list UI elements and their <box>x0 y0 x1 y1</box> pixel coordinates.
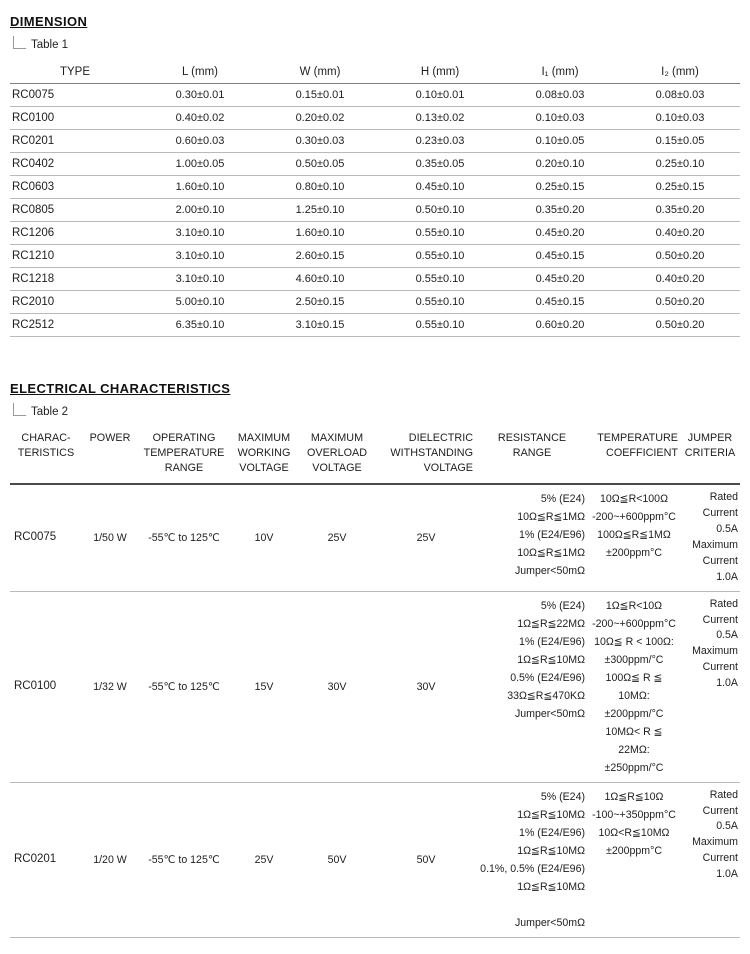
text-line: Rated Current <box>702 597 738 626</box>
text-line: 5% (E24) <box>540 790 585 803</box>
text-line: 10MΩ< R ≦ 22MΩ: <box>605 725 663 756</box>
dimension-column-header: I₁ (mm) <box>500 60 620 84</box>
dimension-table-row <box>10 314 740 337</box>
lead2-cell: 0.50±0.20 <box>620 245 740 268</box>
width-cell: 0.50±0.05 <box>260 153 380 176</box>
type-cell: RC0201 <box>10 130 140 153</box>
jumper-criteria-cell <box>680 484 740 591</box>
text-line <box>478 896 585 914</box>
lead2-cell: 0.25±0.10 <box>620 153 740 176</box>
height-cell: 0.13±0.02 <box>380 107 500 130</box>
type-cell: RC0075 <box>10 84 140 107</box>
jumper-criteria-cell <box>680 591 740 782</box>
length-cell: 3.10±0.10 <box>140 222 260 245</box>
type-cell: RC1218 <box>10 268 140 291</box>
text-line: RANGE <box>164 462 204 475</box>
dimension-table-row <box>10 130 740 153</box>
type-cell: RC0603 <box>10 176 140 199</box>
type-cell: RC2010 <box>10 291 140 314</box>
text-line: VOLTAGE <box>423 462 473 475</box>
height-cell: 0.10±0.01 <box>380 84 500 107</box>
height-cell: 0.45±0.10 <box>380 176 500 199</box>
dimension-table <box>10 60 740 337</box>
table2-corner-line <box>13 403 26 416</box>
width-cell: 0.15±0.01 <box>260 84 380 107</box>
text-line: Jumper<50mΩ <box>514 916 585 929</box>
text-line: ±200ppm/°C <box>604 707 664 720</box>
electrical-table-head <box>10 427 740 484</box>
height-cell: 0.55±0.10 <box>380 245 500 268</box>
electrical-column-header <box>82 427 138 484</box>
dimension-table-row <box>10 107 740 130</box>
dielectric-withstanding-voltage-cell: 30V <box>376 591 476 782</box>
electrical-table-row <box>10 782 740 937</box>
text-line: ±200ppm°C <box>606 844 662 857</box>
dimension-table-row <box>10 153 740 176</box>
electrical-table-header-row <box>10 427 740 484</box>
lead1-cell: 0.20±0.10 <box>500 153 620 176</box>
text-line: 10Ω≦R<100Ω <box>599 493 668 506</box>
lead1-cell: 0.08±0.03 <box>500 84 620 107</box>
text-line: VOLTAGE <box>239 462 289 475</box>
text-line: 1% (E24/E96) <box>519 529 585 542</box>
dimension-column-header: I₂ (mm) <box>620 60 740 84</box>
width-cell: 1.25±0.10 <box>260 199 380 222</box>
text-line: 1% (E24/E96) <box>519 635 585 648</box>
width-cell: 0.30±0.03 <box>260 130 380 153</box>
width-cell: 0.80±0.10 <box>260 176 380 199</box>
text-line: CRITERIA <box>684 447 736 460</box>
text-line: -100~+350ppm°C <box>592 808 676 821</box>
text-line: 0.5A <box>716 523 738 536</box>
lead1-cell: 0.10±0.03 <box>500 107 620 130</box>
electrical-column-header <box>138 427 230 484</box>
height-cell: 0.23±0.03 <box>380 130 500 153</box>
length-cell: 3.10±0.10 <box>140 268 260 291</box>
length-cell: 0.40±0.02 <box>140 107 260 130</box>
dimension-table-row <box>10 84 740 107</box>
type-cell: RC1210 <box>10 245 140 268</box>
jumper-criteria-cell <box>680 782 740 937</box>
text-line: -200~+600ppm°C <box>592 511 676 524</box>
length-cell: 0.60±0.03 <box>140 130 260 153</box>
dimension-table-head <box>10 60 740 84</box>
width-cell: 2.60±0.15 <box>260 245 380 268</box>
text-line: 10Ω≦R≦1MΩ <box>517 547 585 560</box>
lead2-cell: 0.15±0.05 <box>620 130 740 153</box>
text-line: RESISTANCE <box>497 432 567 444</box>
text-line: ±250ppm/°C <box>604 761 664 774</box>
electrical-column-header <box>588 427 680 484</box>
lead1-cell: 0.25±0.15 <box>500 176 620 199</box>
dimension-table-header-row <box>10 60 740 84</box>
resistance-range-cell <box>476 782 588 937</box>
lead1-cell: 0.35±0.20 <box>500 199 620 222</box>
text-line: 100Ω≦ R ≦ 10MΩ: <box>605 671 663 702</box>
text-line: TEMPERATURE <box>143 447 225 460</box>
lead1-cell: 0.45±0.20 <box>500 268 620 291</box>
length-cell: 6.35±0.10 <box>140 314 260 337</box>
text-line: WORKING <box>237 447 291 460</box>
text-line: 1Ω≦R≦10Ω <box>604 790 664 803</box>
lead2-cell: 0.50±0.20 <box>620 314 740 337</box>
lead1-cell: 0.45±0.20 <box>500 222 620 245</box>
lead2-cell: 0.40±0.20 <box>620 268 740 291</box>
electrical-section-title: ELECTRICAL CHARACTERISTICS <box>10 381 231 396</box>
text-line: 0.5A <box>716 820 738 833</box>
lead2-cell: 0.50±0.20 <box>620 291 740 314</box>
text-line: Maximum <box>692 645 738 658</box>
text-line: VOLTAGE <box>312 462 362 475</box>
dimension-section-title: DIMENSION <box>10 14 88 29</box>
length-cell: 1.00±0.05 <box>140 153 260 176</box>
electrical-column-header <box>10 427 82 484</box>
text-line: 10Ω≦ R < 100Ω: <box>594 635 674 648</box>
dimension-table-row <box>10 199 740 222</box>
dimension-table-row <box>10 245 740 268</box>
dielectric-withstanding-voltage-cell: 50V <box>376 782 476 937</box>
text-line: 1Ω≦R≦10MΩ <box>517 653 585 666</box>
maximum-overload-voltage-cell: 50V <box>298 782 376 937</box>
lead1-cell: 0.45±0.15 <box>500 291 620 314</box>
text-line: MAXIMUM <box>237 432 291 444</box>
text-line: -200~+600ppm°C <box>592 617 676 630</box>
electrical-column-header <box>680 427 740 484</box>
dimension-table-row <box>10 222 740 245</box>
type-cell: RC0100 <box>10 591 82 782</box>
electrical-column-header <box>376 427 476 484</box>
lead2-cell: 0.10±0.03 <box>620 107 740 130</box>
text-line: DIELECTRIC <box>408 432 473 444</box>
type-cell: RC2512 <box>10 314 140 337</box>
table1-label <box>10 39 740 56</box>
electrical-characteristics-table <box>10 427 740 938</box>
text-line: 0.5% (E24/E96) <box>510 671 585 684</box>
text-line: 1% (E24/E96) <box>519 826 585 839</box>
text-line: 1.0A <box>716 570 738 583</box>
lead2-cell: 0.40±0.20 <box>620 222 740 245</box>
power-cell: 1/20 W <box>82 782 138 937</box>
lead2-cell: 0.08±0.03 <box>620 84 740 107</box>
temperature-coefficient-cell <box>588 782 680 937</box>
text-line: WITHSTANDING <box>390 447 473 460</box>
text-line: 33Ω≦R≦470KΩ <box>507 689 585 702</box>
power-cell: 1/50 W <box>82 484 138 591</box>
maximum-overload-voltage-cell: 25V <box>298 484 376 591</box>
text-line: Rated Current <box>702 788 738 817</box>
electrical-section <box>10 381 740 938</box>
table2-label <box>10 406 740 423</box>
type-cell: RC0201 <box>10 782 82 937</box>
temperature-coefficient-cell <box>588 484 680 591</box>
height-cell: 0.50±0.10 <box>380 199 500 222</box>
height-cell: 0.55±0.10 <box>380 314 500 337</box>
text-line: 10Ω≦R≦1MΩ <box>517 511 585 524</box>
text-line: 1.0A <box>716 677 738 690</box>
lead1-cell: 0.45±0.15 <box>500 245 620 268</box>
width-cell: 2.50±0.15 <box>260 291 380 314</box>
operating-temperature-range-cell: -55℃ to 125℃ <box>138 484 230 591</box>
resistance-range-cell <box>476 484 588 591</box>
table2-label-text: Table 2 <box>31 406 69 418</box>
height-cell: 0.55±0.10 <box>380 291 500 314</box>
dimension-column-header: W (mm) <box>260 60 380 84</box>
width-cell: 4.60±0.10 <box>260 268 380 291</box>
length-cell: 1.60±0.10 <box>140 176 260 199</box>
dimension-section <box>10 14 740 337</box>
type-cell: RC0075 <box>10 484 82 591</box>
text-line: Jumper<50mΩ <box>514 565 585 578</box>
text-line: 1Ω≦R<10Ω <box>605 599 663 612</box>
lead2-cell: 0.25±0.15 <box>620 176 740 199</box>
text-line: 0.1%, 0.5% (E24/E96) <box>480 862 585 875</box>
text-line: ±200ppm°C <box>606 547 662 560</box>
width-cell: 1.60±0.10 <box>260 222 380 245</box>
width-cell: 3.10±0.15 <box>260 314 380 337</box>
text-line: COEFFICIENT <box>606 447 678 460</box>
electrical-column-header <box>298 427 376 484</box>
text-line: 1Ω≦R≦10MΩ <box>517 844 585 857</box>
lead1-cell: 0.10±0.05 <box>500 130 620 153</box>
electrical-table-row <box>10 484 740 591</box>
dimension-column-header: H (mm) <box>380 60 500 84</box>
length-cell: 0.30±0.01 <box>140 84 260 107</box>
table1-label-text: Table 1 <box>31 39 69 51</box>
operating-temperature-range-cell: -55℃ to 125℃ <box>138 782 230 937</box>
height-cell: 0.35±0.05 <box>380 153 500 176</box>
text-line: Maximum <box>692 836 738 849</box>
text-line: 100Ω≦R≦1MΩ <box>597 529 671 542</box>
text-line: OVERLOAD <box>307 447 367 460</box>
text-line: OPERATING <box>152 432 216 444</box>
temperature-coefficient-cell <box>588 591 680 782</box>
resistance-range-cell <box>476 591 588 782</box>
type-cell: RC0100 <box>10 107 140 130</box>
text-line: CHARAC- <box>21 432 71 444</box>
text-line: 5% (E24) <box>540 493 585 506</box>
text-line: 1Ω≦R≦10MΩ <box>517 808 585 821</box>
text-line: JUMPER <box>687 432 733 444</box>
text-line: 1Ω≦R≦10MΩ <box>517 880 585 893</box>
table1-corner-line <box>13 36 26 49</box>
text-line: 5% (E24) <box>540 599 585 612</box>
text-line: Jumper<50mΩ <box>514 707 585 720</box>
dimension-table-row <box>10 268 740 291</box>
length-cell: 5.00±0.10 <box>140 291 260 314</box>
text-line: 10Ω<R≦10MΩ <box>598 826 670 839</box>
dielectric-withstanding-voltage-cell: 25V <box>376 484 476 591</box>
text-line: Maximum <box>692 539 738 551</box>
electrical-column-header <box>476 427 588 484</box>
maximum-working-voltage-cell: 25V <box>230 782 298 937</box>
dimension-table-row <box>10 176 740 199</box>
operating-temperature-range-cell: -55℃ to 125℃ <box>138 591 230 782</box>
text-line: Current <box>702 661 738 674</box>
maximum-working-voltage-cell: 15V <box>230 591 298 782</box>
text-line: MAXIMUM <box>310 432 364 444</box>
text-line: Current <box>702 852 738 865</box>
length-cell: 3.10±0.10 <box>140 245 260 268</box>
text-line: POWER <box>89 432 131 444</box>
electrical-table-row <box>10 591 740 782</box>
text-line: TEMPERATURE <box>597 432 678 444</box>
maximum-overload-voltage-cell: 30V <box>298 591 376 782</box>
width-cell: 0.20±0.02 <box>260 107 380 130</box>
text-line: 1.0A <box>716 868 738 881</box>
text-line: Current <box>702 554 738 567</box>
type-cell: RC0402 <box>10 153 140 176</box>
power-cell: 1/32 W <box>82 591 138 782</box>
height-cell: 0.55±0.10 <box>380 268 500 291</box>
length-cell: 2.00±0.10 <box>140 199 260 222</box>
dimension-column-header: L (mm) <box>140 60 260 84</box>
electrical-column-header <box>230 427 298 484</box>
text-line: RANGE <box>512 447 552 460</box>
text-line: ±300ppm/°C <box>604 653 664 666</box>
maximum-working-voltage-cell: 10V <box>230 484 298 591</box>
height-cell: 0.55±0.10 <box>380 222 500 245</box>
type-cell: RC0805 <box>10 199 140 222</box>
text-line: TERISTICS <box>17 447 75 460</box>
text-line: 1Ω≦R≦22MΩ <box>517 617 585 630</box>
type-cell: RC1206 <box>10 222 140 245</box>
text-line: 0.5A <box>716 629 738 642</box>
dimension-table-body <box>10 84 740 337</box>
lead2-cell: 0.35±0.20 <box>620 199 740 222</box>
dimension-table-row <box>10 291 740 314</box>
lead1-cell: 0.60±0.20 <box>500 314 620 337</box>
electrical-table-body <box>10 484 740 937</box>
dimension-column-header: TYPE <box>10 60 140 84</box>
text-line: Rated Current <box>702 491 738 520</box>
